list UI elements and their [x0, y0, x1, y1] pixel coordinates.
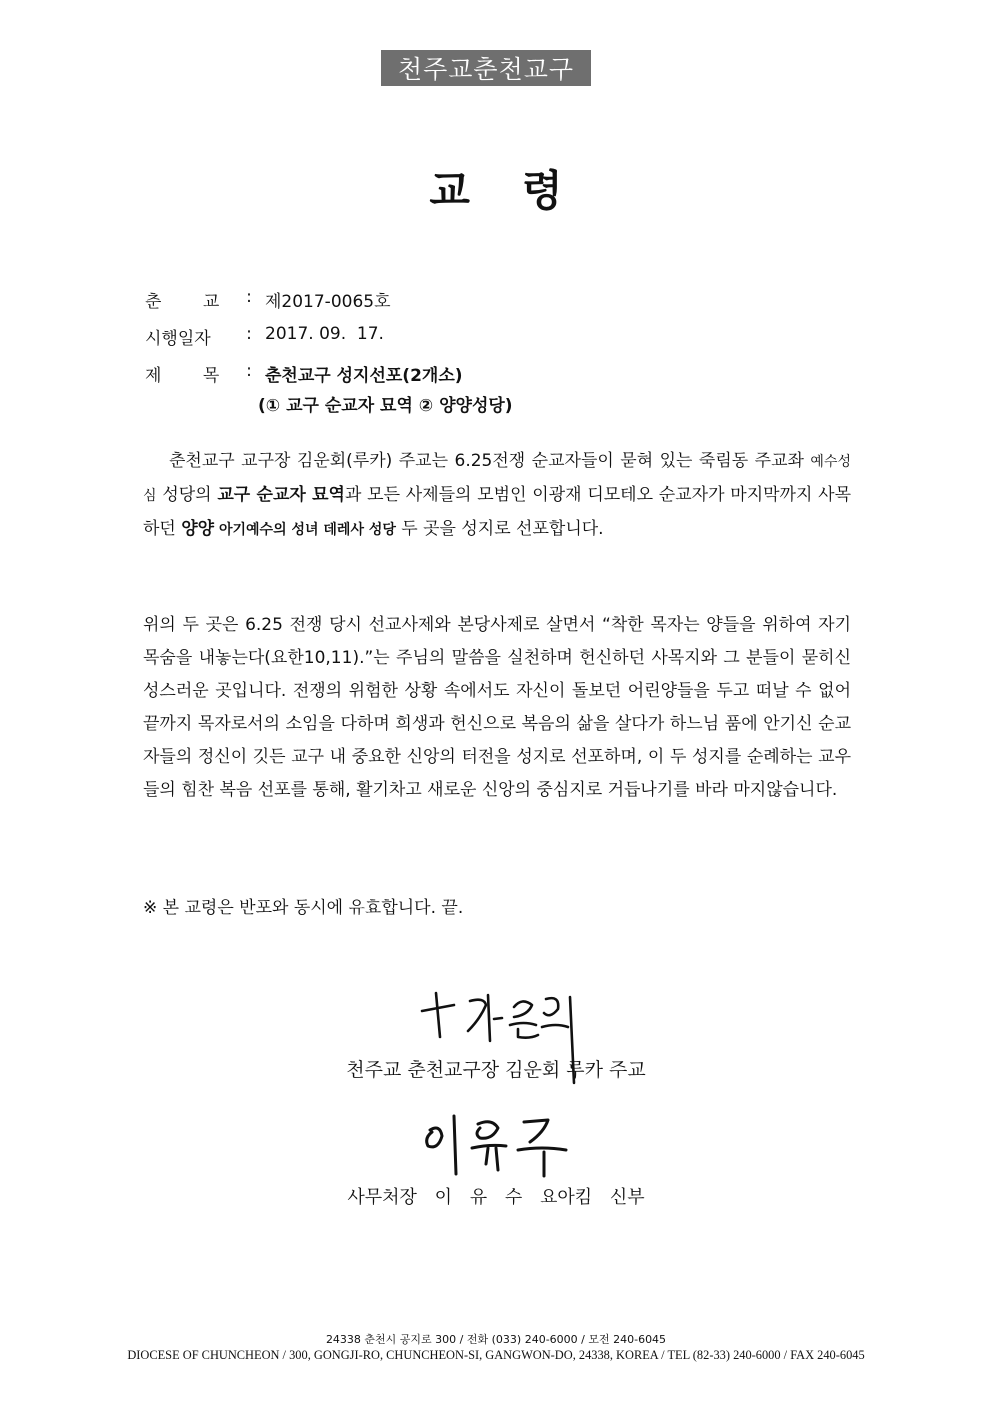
meta-subject-label [145, 361, 233, 386]
diocese-letterhead [381, 50, 591, 86]
meta-subject-value: 춘천교구 성지선포(2개소) [265, 366, 463, 386]
letterhead-text: 천주교춘천교구 [397, 55, 575, 84]
secretary-signature-icon [420, 1110, 590, 1180]
meta-number-label [145, 287, 233, 312]
p1-part8: 두 곳을 성지로 선포합니다. [395, 519, 604, 539]
meta-date-label: 시행일자 [145, 329, 211, 349]
validity-note: ※ 본 교령은 반포와 동시에 유효합니다. 끝. [143, 898, 464, 918]
p1-part1: 춘천교구 교구장 김운회(루카) 주교는 6.25전쟁 순교자들이 묻혀 있는 죽림동 주교좌 [169, 451, 811, 471]
meta-colon: : [246, 324, 252, 344]
meta-number-label-text: 춘 교 [145, 292, 220, 312]
p1-part3: 성당의 [156, 485, 218, 505]
meta-subject-label-text: 제 목 [145, 366, 220, 386]
meta-date-value: 2017. 09. 17. [265, 324, 384, 344]
footer-english-address: DIOCESE OF CHUNCHEON / 300, GONGJI-RO, CHUNCHEON-SI, GANGWON-DO, 24338, KOREA / TEL (82-33) 240-6000 / FAX 240-6045 [127, 1348, 865, 1362]
footer-korean-address: 24338 춘천시 공지로 300 / 전화 (033) 240-6000 / 모전 240-6045 [325, 1333, 667, 1346]
p1-part6: 양양 [181, 519, 215, 539]
bishop-name-line: 천주교 춘천교구장 김운회 루카 주교 [346, 1059, 646, 1081]
p1-part7: 아기예수의 성녀 데레사 성당 [214, 522, 396, 538]
decree-paragraph-1 [143, 445, 851, 547]
meta-number-row [145, 287, 391, 312]
meta-colon: : [246, 361, 252, 381]
meta-subject-subtitle: (① 교구 순교자 묘역 ② 양양성당) [258, 396, 513, 416]
secretary-name-line: 사무처장 이 유 수 요아킴 신부 [347, 1187, 645, 1208]
p1-part2: 예수성심 [143, 454, 851, 504]
p1-part4: 교구 순교자 묘역 [217, 485, 345, 505]
p1-part5: 과 모든 사제들의 모범인 이광재 디모테오 순교자가 마지막까지 사목하던 [143, 485, 852, 539]
meta-date-row [145, 324, 384, 349]
meta-number-value: 제2017-0065호 [265, 292, 391, 312]
meta-colon: : [246, 287, 252, 307]
meta-subject-row [145, 361, 463, 386]
decree-paragraph-2: 위의 두 곳은 6.25 전쟁 당시 선교사제와 본당사제로 살면서 “착한 목자는 양들을 위하여 자기 목숨을 내놓는다(요한10,11).”는 주님의 말씀을 실천하며 헌신하던 사목지와 그 분들이 묻히신 성스러운 곳입니다. 전쟁의 위험한 상황 속에서도 자신이 돌보던 어린양들을 두고 떠날 수 없어 끝까지 목자로서의 소임을 다하며 희생과 헌신으로 복음의 삶을 살다가 하느님 품에 안기신 순교자들의 정신이 깃든 교구 내 중요한 신앙의 터전을 성지로 선포하며, 이 두 성지를 순례하는 교우들의 힘찬 복음 선포를 통해, 활기차고 새로운 신앙의 중심지로 거듭나기를 바라 마지않습니다. [143, 615, 851, 800]
document-title: 교령 [429, 166, 615, 215]
